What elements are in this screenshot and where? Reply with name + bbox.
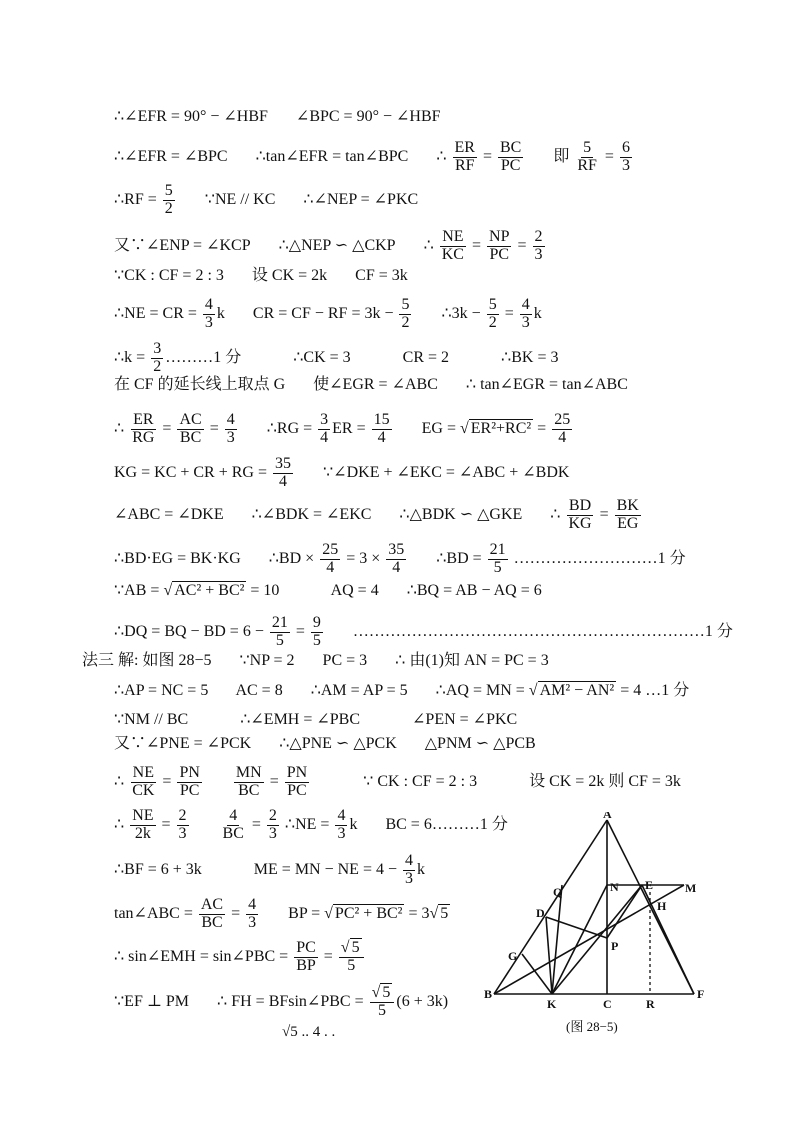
eq-bpc-90: ∠BPC = 90° − ∠HBF: [295, 108, 441, 125]
fraction: $\frac{BC}{PC}$: [499, 139, 522, 174]
cut-off-line: √5 .. 4 . .: [282, 1024, 336, 1038]
fraction: $\frac{4}{3}$: [248, 896, 257, 931]
label-r: R: [646, 997, 655, 1011]
line-16: ∴AP = NC = 5 AC = 8 ∴AM = AP = 5 ∴AQ = MN = √ AM² − AN² = 4 …1 分: [114, 682, 690, 699]
label-k: K: [547, 997, 557, 1011]
line-10: KG = KC + CR + RG = $\frac{35}{4}$ ∵∠DKE + ∠EKC = ∠ABC + ∠BDK: [114, 455, 570, 490]
fraction: $\frac{NP}{PC}$: [489, 228, 510, 263]
score-marker: ………………………1 分: [513, 549, 686, 567]
fraction: $\frac{4}{3}$: [226, 411, 235, 446]
fraction: $\frac{15}{4}$: [373, 411, 390, 446]
line-17: ∵NM // BC ∴∠EMH = ∠PBC ∠PEN = ∠PKC: [114, 711, 518, 728]
fraction: $\frac{5}{2}$: [401, 296, 410, 331]
label-m: M: [685, 881, 697, 895]
line-24: ∵EF ⊥ PM ∴ FH = BFsin∠PBC = $\frac{√ 5}{5}$ (6 + 3k): [114, 984, 449, 1019]
fraction: $\frac{√ 5}{5}$: [339, 940, 364, 975]
line-7: ∴k = $\frac{3}{2}$ ………1 分 ∴CK = 3 CR = 2 ∴BK = 3: [114, 340, 559, 375]
line-22: tan∠ABC = $\frac{AC}{BC}$ = $\frac{4}{3}$ BP = √ PC² + BC² = 3√ 5: [114, 896, 449, 931]
fraction: $\frac{5}{2}$: [164, 182, 173, 217]
fraction: $\frac{25}{4}$: [322, 541, 339, 576]
fraction: $\frac{4}{BC}$: [222, 807, 244, 842]
fraction: $\frac{MN}{BC}$: [235, 764, 262, 799]
fraction: $\frac{√ 5}{5}$: [370, 985, 395, 1020]
fraction: $\frac{PC}{BP}$: [296, 939, 316, 974]
fraction: $\frac{BD}{KG}$: [568, 497, 592, 532]
figure-svg: [482, 812, 712, 1034]
label-a: A: [603, 812, 612, 821]
line-20: ∴ $\frac{NE}{2k}$ = $\frac{2}{3}$ $\frac{4}{BC}$ = $\frac{2}{3}$ ∴NE = $\frac{4}{3}$ k BC = 6………1 分: [114, 807, 508, 842]
eq-tan: ∴tan∠EFR = tan∠BPC: [255, 147, 409, 165]
square-root: √ PC² + BC²: [324, 904, 403, 922]
fraction: $\frac{21}{5}$: [489, 541, 506, 576]
line-15: 法三 解: 如图 28−5 ∵NP = 2 PC = 3 ∴ 由(1)知 AN = PC = 3: [82, 652, 549, 669]
eq-efr-90: ∴∠EFR = 90° − ∠HBF: [114, 108, 268, 125]
fraction: $\frac{3}{4}$: [320, 411, 329, 446]
line-13: ∵AB = √ AC² + BC² = 10 AQ = 4 ∴BQ = AB − AQ = 6: [114, 582, 542, 599]
fraction: $\frac{4}{3}$: [204, 296, 213, 331]
fraction: $\frac{25}{4}$: [554, 411, 571, 446]
label-b: B: [484, 987, 493, 1001]
line-14: ∴DQ = BQ − BD = 6 − $\frac{21}{5}$ = $\frac{9}{5}$ …………………………………………………………1 分: [114, 614, 733, 649]
line-18: 又∵∠PNE = ∠PCK ∴△PNE ∽ △PCK △PNM ∽ △PCB: [114, 735, 536, 752]
line-11: ∠ABC = ∠DKE ∴∠BDK = ∠EKC ∴△BDK ∽ △GKE ∴ $\frac{BD}{KG}$ = $\frac{BK}{EG}$: [114, 497, 639, 532]
fraction: $\frac{PN}{PC}$: [179, 764, 200, 799]
fraction: $\frac{AC}{BC}$: [179, 411, 202, 446]
line-6: ∴NE = CR = $\frac{4}{3}$ k CR = CF − RF = 3k − $\frac{5}{2}$ ∴3k − $\frac{5}{2}$ = $\frac{4}{3}$ k: [114, 296, 542, 331]
label-e: E: [645, 878, 654, 892]
line-23: ∴ sin∠EMH = sin∠PBC = $\frac{PC}{BP}$ = $\frac{√ 5}{5}$: [114, 940, 366, 975]
line-1: [114, 107, 441, 127]
figure-caption: (图 28−5): [566, 1019, 618, 1034]
therefore-sign: ∴: [436, 147, 447, 165]
fraction: $\frac{4}{3}$: [521, 296, 530, 331]
fraction: $\frac{2}{3}$: [178, 807, 187, 842]
fraction: $\frac{5}{RF}$: [577, 139, 597, 174]
square-root: √ AC² + BC²: [163, 582, 245, 599]
method-three-heading: 法三 解: 如图 28−5: [82, 652, 212, 669]
fraction: $\frac{3}{2}$: [153, 340, 162, 375]
fraction: $\frac{4}{3}$: [405, 852, 413, 887]
fraction: $\frac{PN}{PC}$: [286, 764, 308, 799]
fraction: $\frac{ER}{RF}$: [454, 139, 475, 174]
line-9: ∴ $\frac{ER}{RG}$ = $\frac{AC}{BC}$ = $\frac{4}{3}$ ∴RG = $\frac{3}{4}$ ER = $\frac{15}{4}$ EG = √ ER²+RC² = $\frac{25}{4}$: [114, 411, 571, 446]
label-c: C: [603, 997, 612, 1011]
fraction: $\frac{35}{4}$: [388, 541, 405, 576]
score-marker: ………1 分: [165, 348, 242, 366]
fraction: $\frac{NE}{2k}$: [132, 807, 154, 842]
square-root: √ 5: [429, 904, 449, 922]
square-root: √ ER²+RC²: [459, 419, 532, 437]
fraction: $\frac{NE}{KC}$: [441, 228, 464, 263]
fraction: $\frac{2}{3}$: [534, 228, 543, 263]
fraction: $\frac{2}{3}$: [268, 807, 277, 842]
line-4: 又∵∠ENP = ∠KCP ∴△NEP ∽ △CKP ∴ $\frac{NE}{KC}$ = $\frac{NP}{PC}$ = $\frac{2}{3}$: [114, 228, 543, 263]
fraction: $\frac{9}{5}$: [312, 614, 321, 649]
label-h: H: [657, 899, 667, 913]
line-5: ∵CK : CF = 2 : 3 设 CK = 2k CF = 3k: [114, 267, 408, 284]
label-f: F: [697, 987, 705, 1001]
line-2: ∴∠EFR = ∠BPC ∴tan∠EFR = tan∠BPC ∴ $\frac{ER}{RF}$ = $\frac{BC}{PC}$ 即 $\frac{5}{RF}$ = $\frac{6}{3}$: [114, 139, 630, 174]
fraction: $\frac{21}{5}$: [271, 614, 288, 649]
score-marker: …………………………………………………………1 分: [352, 622, 733, 640]
line-21: ∴BF = 6 + 3k ME = MN − NE = 4 − $\frac{4}{3}$ k: [114, 852, 425, 887]
square-root: √ 5: [340, 939, 360, 956]
fraction: $\frac{BK}{EG}$: [616, 497, 639, 532]
line-3: ∴RF = $\frac{5}{2}$ ∵NE // KC ∴∠NEP = ∠PKC: [114, 182, 419, 217]
fraction: $\frac{4}{3}$: [337, 807, 346, 842]
line-8: 在 CF 的延长线上取点 G 使∠EGR = ∠ABC ∴ tan∠EGR = tan∠ABC: [114, 376, 628, 393]
square-root: √ 5: [371, 984, 391, 1001]
label-p: P: [611, 939, 619, 953]
label-g: G: [508, 949, 518, 963]
geometry-figure: [482, 812, 712, 1034]
line-19: ∴ $\frac{NE}{CK}$ = $\frac{PN}{PC}$ $\frac{MN}{BC}$ = $\frac{PN}{PC}$ ∵ CK : CF = 2 : 3 设 CK = 2k 则 CF = 3k: [114, 764, 681, 799]
fraction: $\frac{5}{2}$: [488, 296, 497, 331]
fraction: $\frac{AC}{BC}$: [200, 896, 224, 931]
that-is: 即: [553, 147, 570, 165]
fraction: $\frac{NE}{CK}$: [132, 764, 155, 799]
fraction: $\frac{35}{4}$: [275, 455, 291, 490]
line-12: ∴BD·EG = BK·KG ∴BD × $\frac{25}{4}$ = 3 × $\frac{35}{4}$ ∴BD = $\frac{21}{5}$ ………………………1 分: [114, 541, 686, 576]
label-q: Q: [553, 885, 563, 899]
label-n: N: [610, 880, 619, 894]
square-root: √ AM² − AN²: [528, 682, 615, 699]
fraction: $\frac{ER}{RG}$: [132, 411, 155, 446]
eq-efr-bpc: ∴∠EFR = ∠BPC: [114, 147, 228, 165]
label-d: D: [536, 906, 545, 920]
fraction: $\frac{6}{3}$: [621, 139, 630, 174]
